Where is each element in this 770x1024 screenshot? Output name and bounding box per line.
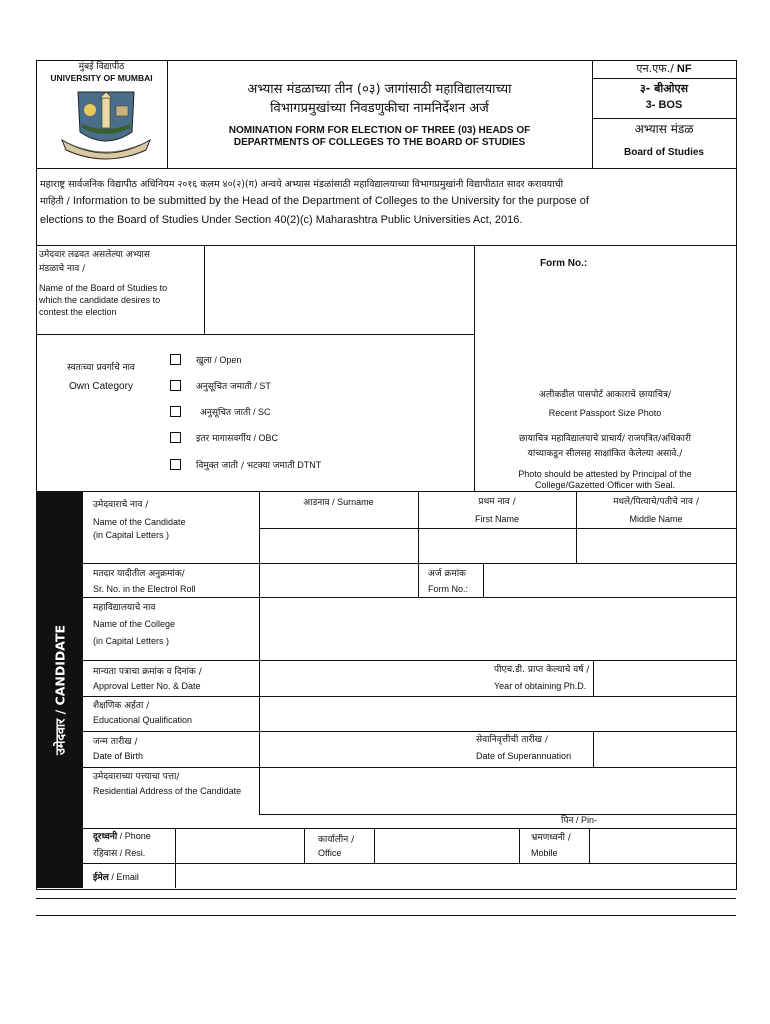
vrule-super — [593, 731, 594, 767]
university-logo — [56, 88, 156, 166]
college-name-input[interactable] — [261, 599, 734, 658]
phd-label-marathi: पीएच.डी. प्राप्त केल्याचे वर्ष / — [494, 665, 590, 675]
pin-input[interactable] — [606, 815, 734, 827]
address-label-english: Residential Address of the Candidate — [93, 786, 242, 796]
address-input[interactable] — [261, 769, 734, 812]
footer-rule-1 — [36, 898, 736, 899]
row-rule-dob — [83, 767, 736, 768]
form-code-english: NF — [676, 63, 692, 75]
candidate-side-label: उमेदवार / CANDIDATE — [52, 624, 68, 756]
row-rule-name — [83, 563, 736, 564]
category-obc-label: इतर मागासवर्गीय / OBC — [196, 433, 278, 444]
code-rule-2 — [592, 118, 736, 119]
surname-input[interactable] — [261, 530, 416, 561]
title-english-line-2: DEPARTMENTS OF COLLEGES TO THE BOARD OF STUDIES — [233, 137, 526, 148]
row-rule-qual — [83, 731, 736, 732]
pin-label: पिन / Pin- — [561, 815, 597, 826]
vrule-office — [519, 828, 520, 863]
bos-code-marathi: ३- बीओएस — [639, 82, 689, 95]
bos-code-english: 3- BOS — [645, 99, 683, 111]
mobile-input[interactable] — [591, 830, 734, 861]
info-text-marathi-end: माहिती / — [40, 196, 70, 207]
first-name-input[interactable] — [420, 530, 574, 561]
title-marathi-line-2: विभागप्रमुखांच्या निवडणुकीचा नामनिर्देशन अर्ज — [270, 101, 489, 116]
code-rule-1 — [592, 78, 736, 79]
office-label-english: Office — [318, 848, 342, 858]
photo-label-english: Recent Passport Size Photo — [548, 408, 662, 418]
university-name-english: UNIVERSITY OF MUMBAI — [50, 73, 153, 83]
mobile-label-english: Mobile — [531, 848, 558, 858]
phd-label-english: Year of obtaining Ph.D. — [494, 681, 587, 691]
roll-number-input[interactable] — [261, 565, 416, 595]
application-no-label-marathi: अर्ज क्रमांक — [428, 569, 466, 579]
category-st-label: अनुसूचित जमाती / ST — [196, 381, 271, 392]
board-of-studies-input[interactable] — [206, 247, 472, 332]
info-text-marathi: महाराष्ट्र सार्वजनिक विद्यापीठ अधिनियम २०१६ कलम ४०(२)(ग) अन्वये अभ्यास मंडळांसाठी महाविद्यालयाच्या विभागप्रमुखांनी विद्यापीठात सादर करावयाची — [40, 179, 564, 190]
info-line-1 — [40, 194, 589, 209]
approval-letter-input[interactable] — [261, 662, 471, 694]
row-rule-college — [83, 660, 736, 661]
photo-attest-marathi-2: यांच्याकडून सीलसह साक्षांकित केलेल्या असावे./ — [527, 449, 683, 459]
approval-label-marathi: मान्यता पत्राचा क्रमांक व दिनांक / — [93, 667, 202, 677]
vrule-phd — [593, 660, 594, 696]
candidate-name-label-marathi: उमेदवाराचे नाव / — [93, 500, 149, 510]
row-rule-pin — [83, 828, 736, 829]
superannuation-label-english: Date of Superannuation — [476, 751, 572, 761]
mobile-label-marathi: भ्रमणध्वनी / — [531, 833, 571, 843]
dob-input[interactable] — [261, 733, 471, 765]
qualification-label-marathi: शैक्षणिक अर्हता / — [93, 701, 150, 711]
middle-name-input[interactable] — [578, 530, 734, 561]
resi-label: रहिवास / Resi. — [93, 848, 146, 859]
photo-label-marathi: अलीकडील पासपोर्ट आकाराचे छायाचित्र/ — [539, 390, 671, 400]
dob-label-marathi: जन्म तारीख / — [93, 737, 138, 747]
footer-rule-2 — [36, 915, 736, 916]
board-field-label-en-1: Name of the Board of Studies to — [39, 283, 168, 293]
middle-name-label-english: Middle Name — [629, 514, 683, 524]
board-label-divider — [204, 245, 205, 334]
surname-label: आडनाव / Surname — [303, 497, 374, 508]
college-label-marathi: महाविद्यालयाचे नाव — [93, 603, 156, 613]
candidate-top-rule — [83, 491, 736, 492]
category-dtnt-checkbox[interactable] — [170, 459, 181, 470]
office-label-marathi: कार्यालीन / — [318, 835, 355, 845]
application-no-input[interactable] — [485, 565, 734, 595]
form-code — [592, 62, 736, 76]
vrule-phone-label — [175, 828, 176, 888]
vrule-office-label — [374, 828, 375, 863]
name-sub-rule — [259, 528, 736, 529]
qualification-label-english: Educational Qualification — [93, 715, 193, 725]
board-label-marathi: अभ्यास मंडळ — [634, 122, 694, 136]
board-label-english: Board of Studies — [623, 147, 704, 158]
middle-name-label-marathi: मधले/पित्याचे/पतीचे नाव / — [613, 497, 699, 507]
email-input[interactable] — [177, 865, 734, 886]
form-no-label: Form No.: — [540, 258, 588, 269]
roll-label-marathi: मतदार यादीतील अनुक्रमांक/ — [93, 569, 185, 579]
category-obc-checkbox[interactable] — [170, 432, 181, 443]
category-label-marathi: स्वतःच्या प्रवर्गाचे नाव — [67, 363, 135, 373]
form-no-input[interactable] — [592, 254, 732, 270]
vrule-address — [259, 767, 260, 814]
qualification-input[interactable] — [261, 698, 734, 729]
title-english-line-1: NOMINATION FORM FOR ELECTION OF THREE (03) HEADS OF — [228, 125, 531, 136]
category-open-checkbox[interactable] — [170, 354, 181, 365]
row-rule-roll — [83, 597, 736, 598]
first-name-label-english: First Name — [474, 514, 519, 524]
row-rule-approval — [83, 696, 736, 697]
email-label: ईमेल / Email — [93, 872, 139, 883]
office-phone-input[interactable] — [376, 830, 517, 861]
superannuation-input[interactable] — [595, 733, 734, 765]
phd-year-input[interactable] — [595, 662, 734, 694]
board-field-label-marathi-1: उमेदवार लढवत असलेल्या अभ्यास — [39, 250, 150, 260]
application-no-label-english: Form No.: — [428, 584, 469, 594]
row-rule-phone — [83, 863, 736, 864]
university-name-marathi: मुंबई विद्यापीठ — [78, 62, 125, 72]
category-open-label: खुला / Open — [196, 355, 242, 366]
superannuation-label-marathi: सेवानिवृत्तीची तारीख / — [476, 735, 548, 745]
dob-label-english: Date of Birth — [93, 751, 144, 761]
vrule-resi — [304, 828, 305, 863]
info-text-english-2: elections to the Board of Studies Under Section 40(2)(c) Maharashtra Public Universities Act, 2016. — [40, 214, 523, 226]
header-bottom-rule — [36, 168, 736, 169]
address-label-marathi: उमेदवाराच्या पत्त्याचा पत्ता/ — [93, 772, 180, 782]
board-field-label-en-3: contest the election — [39, 307, 117, 317]
college-label-en-1: Name of the College — [93, 619, 176, 629]
vrule-formno-label — [483, 563, 484, 597]
photo-attest-en-1: Photo should be attested by Principal of the — [518, 469, 692, 479]
first-name-label-marathi: प्रथम नाव / — [478, 497, 516, 507]
title-marathi-line-1: अभ्यास मंडळाच्या तीन (०३) जागांसाठी महाविद्यालयाच्या — [247, 82, 512, 97]
candidate-name-label-en-2: (in Capital Letters ) — [93, 530, 170, 540]
board-bottom-rule — [36, 334, 474, 335]
category-label-english: Own Category — [69, 381, 133, 392]
info-text-english-1: Information to be submitted by the Head of the Department of Colleges to the University for the purpose of — [72, 195, 589, 207]
info-bottom-rule — [36, 245, 736, 246]
phone-label: दूरध्वनी / Phone — [93, 831, 151, 842]
category-dtnt-label: विमुक्त जाती / भटक्या जमाती DTNT — [196, 460, 322, 471]
category-sc-label: अनुसूचित जाती / SC — [200, 407, 271, 418]
approval-label-english: Approval Letter No. & Date — [93, 681, 201, 691]
form-code-marathi: एन.एफ./ — [636, 62, 674, 75]
college-label-en-2: (in Capital Letters ) — [93, 636, 170, 646]
resi-phone-input[interactable] — [177, 830, 302, 861]
board-field-label-marathi-2: मंडळाचे नाव / — [39, 264, 86, 274]
vrule-roll-value — [418, 563, 419, 597]
candidate-name-label-en-1: Name of the Candidate — [93, 517, 186, 527]
board-field-label-en-2: which the candidate desires to — [39, 295, 161, 305]
roll-label-english: Sr. No. in the Electrol Roll — [93, 584, 196, 594]
vrule-mobile-label — [589, 828, 590, 863]
vrule-label-column — [259, 597, 260, 767]
category-st-checkbox[interactable] — [170, 380, 181, 391]
photo-attest-marathi-1: छायाचित्र महाविद्यालयाचे प्राचार्य/ राजपत्रित/अधिकारी — [519, 434, 691, 444]
category-sc-checkbox[interactable] — [170, 406, 181, 417]
photo-attest-en-2: College/Gazetted Officer with Seal. — [535, 480, 675, 490]
